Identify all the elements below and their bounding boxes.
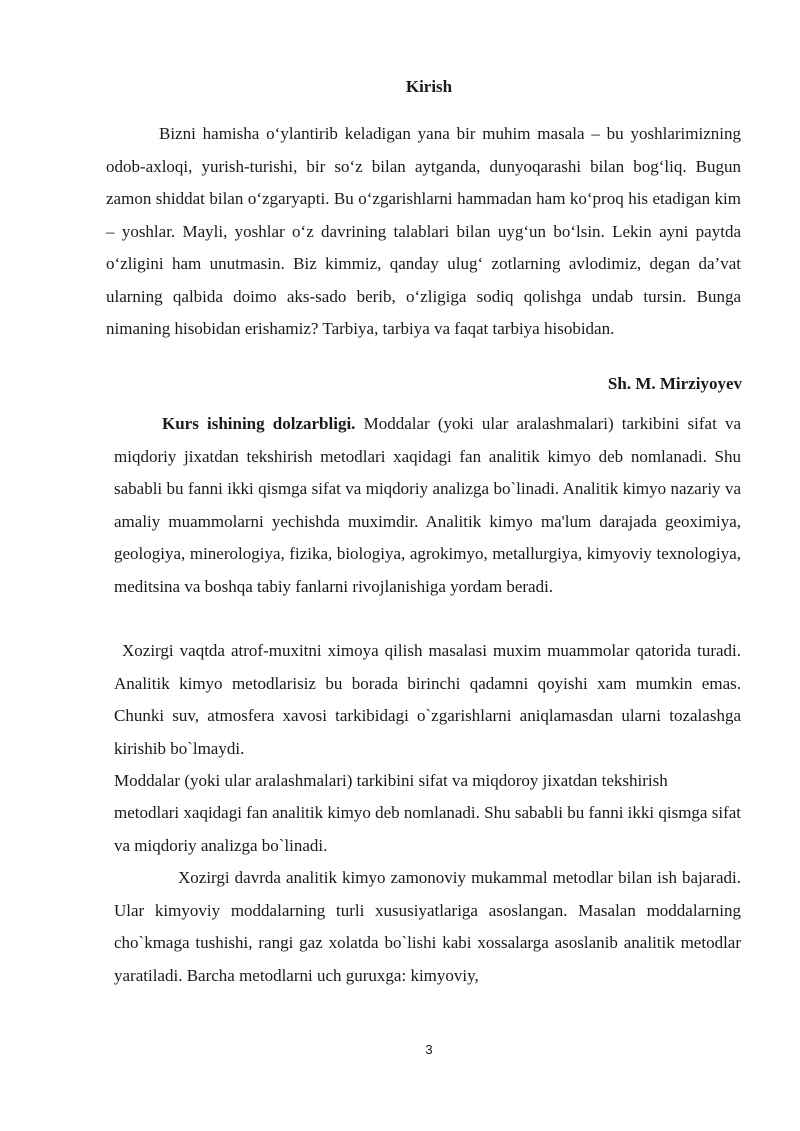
relevance-text: Moddalar (yoki ular aralashmalari) tarkibini sifat va miqdoriy jixatdan tekshirish metodlari xaqidagi fan analitik kimyo deb nomlanadi. Shu sababli bu fanni ikki qismga sifat va miqdoriy analizga bo`linadi. Analitik kimyo nazariy va amaliy muammolarni yechishda muximdir. Analitik kimyo ma'lum darajada geoximiya, geologiya, minerologiya, fizika, biologiya, agrokimyo, metallurgiya, kimyoviy texnologiya, meditsina va boshqa tabiy fanlarni rivojlanishiga yordam beradi. xyxy=(114,414,741,596)
page-title: Kirish xyxy=(405,77,453,96)
modern-methods-paragraph: Xozirgi davrda analitik kimyo zamonoviy mukammal metodlar bilan ish bajaradi. Ular kimyoviy moddalarning turli xususiyatlariga asoslangan. Masalan moddalarning cho`kmaga tushishi, rangi gaz xolatda bo`lishi kabi xossalarga asoslanib analitik metodlar yaratiladi. Barcha metodlarni uch guruxga: kimyoviy, xyxy=(114,868,741,985)
environment-paragraph: Xozirgi vaqtda atrof-muxitni ximoya qilish masalasi muxim muammolar qatorida turadi. Analitik kimyo metodlarisiz bu borada birinchi qadamni qoyishi xam mumkin emas. Chunki suv, atmosfera xavosi tarkibidagi o`zgarishlarni aniqlamasdan ularni tozalashga kirishib bo`lmaydi. xyxy=(114,641,741,758)
page-number: 3 xyxy=(425,1042,433,1057)
relevance-heading: Kurs ishining dolzarbligi. xyxy=(162,414,356,433)
definition-paragraph-rest: metodlari xaqidagi fan analitik kimyo deb nomlanadi. Shu sababli bu fanni ikki qismga sifat va miqdoriy analizga bo`linadi. xyxy=(114,803,741,855)
epigraph-author: Sh. M. Mirziyoyev xyxy=(607,374,742,393)
epigraph-paragraph: Bizni hamisha o‘ylantirib keladigan yana bir muhim masala – bu yoshlarimizning odob-axloqi, yurish-turishi, bir so‘z bilan aytganda, dunyoqarashi bilan bog‘liq. Bugun zamon shiddat bilan o‘zgaryapti. Bu o‘zgarishlarni hammadan ham ko‘proq his etadigan kim – yoshlar. Mayli, yoshlar o‘z davrining talablari bilan uyg‘un bo‘lsin. Lekin ayni paytda o‘zligini ham unutmasin. Biz kimmiz, qanday ulug‘ zotlarning avlodimiz, degan da’vat ularning qalbida doimo aks-sado berib, o‘zligiga sodiq qolishga undab tursin. Bunga nimaning hisobidan erishamiz? Tarbiya, tarbiya va faqat tarbiya hisobidan. xyxy=(106,124,741,338)
definition-paragraph-first-line: Moddalar (yoki ular aralashmalari) tarkibini sifat va miqdoroy jixatdan tekshirish xyxy=(114,771,668,790)
relevance-paragraph xyxy=(114,408,741,603)
